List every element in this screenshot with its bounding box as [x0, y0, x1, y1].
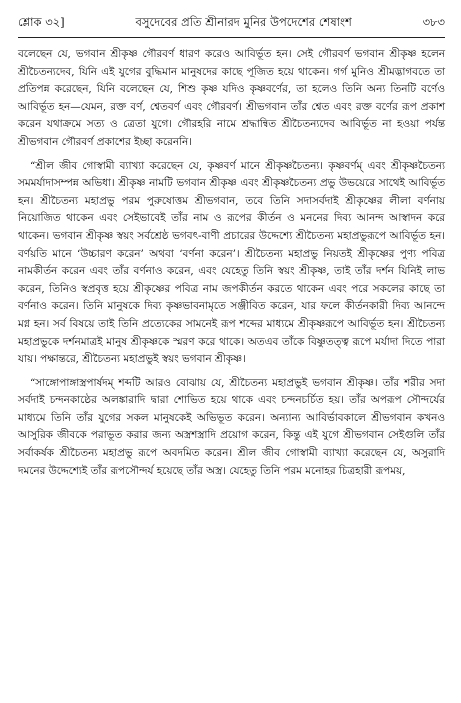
- chapter-title: বসুদেবের প্রতি শ্রীনারদ মুনির উপদেশের শেষাংশ: [135, 15, 352, 29]
- verse-reference: শ্লোক ৩২]: [18, 15, 65, 29]
- page-number: ৩৮৩: [422, 15, 445, 29]
- paragraph-1: বলেছেন যে, ভগবান শ্রীকৃষ্ণ গৌরবর্ণ ধারণ করেও আবির্ভূত হন। সেই গৌরবর্ণ ভগবান শ্রীকৃষ্ণ হলেন শ্রীচৈতন্যদেব, যিনি এই যুগের বুদ্ধিমান মানুষদের কাছে পূজিত হয়ে থাকেন। গর্গ মুনিও শ্রীমদ্ভাগবতে তা প্রতিপন্ন করেছেন, যিনি বলেছেন যে, শিশু কৃষ্ণ যদিও কৃষ্ণবর্ণের, তা হলেও তিনি অন্য তিনটি বর্ণেও আবির্ভূত হন—যেমন, রক্ত বর্ণ, শ্বেতবর্ণ এবং গৌরবর্ণ। শ্রীভগবান তাঁর শ্বেত এবং রক্ত বর্ণের রূপ প্রকাশ করেন যথাক্রমে সত্য ও ত্রেতা যুগে। গৌরহরি নামে শ্রদ্ধান্বিত শ্রীচৈতন্যদেব আবির্ভূত না হওয়া পর্যন্ত শ্রীভগবান গৌরবর্ণ প্রকাশের ইচ্ছা করেননি।: [18, 48, 445, 148]
- paragraph-2: “শ্রীল জীব গোস্বামী ব্যাখ্যা করেছেন যে, কৃষ্ণবর্ণ মানে শ্রীকৃষ্ণচৈতন্য। কৃষ্ণবর্ণম্ এবং শ্রীকৃষ্ণচৈতন্য সমমর্যাদাসম্পন্ন অভিধা। শ্রীকৃষ্ণ নামটি ভগবান শ্রীকৃষ্ণ এবং শ্রীকৃষ্ণচৈতন্য প্রভু উভয়েরে সাথেই আবির্ভূত হন। শ্রীচৈতন্য মহাপ্রভু পরম পুরুষোত্তম শ্রীভগবান, তবে তিনি সদাসর্বদাই শ্রীকৃষ্ণের লীলা বর্ণনায় নিয়োজিত থাকেন এবং সেইভাবেই তাঁর নাম ও রূপের কীর্তন ও মননের দিব্য আনন্দ আস্বাদন করে থাকেন। ভগবান শ্রীকৃষ্ণ স্বয়ং সর্বশ্রেষ্ঠ ভগবৎ-বাণী প্রচারের উদ্দেশ্যে শ্রীচৈতন্য মহাপ্রভুরূপে আবির্ভূত হন। বর্ণয়তি মানে ‘উচ্চারণ করেন’ অথবা ‘বর্ণনা করেন’। শ্রীচৈতন্য মহাপ্রভু নিয়তই শ্রীকৃষ্ণের পুণ্য পবিত্র নামকীর্তন করেন এবং তাঁর বর্ণনাও করেন, এবং যেহেতু তিনি স্বয়ং শ্রীকৃষ্ণ, তাই তাঁর দর্শন যিনিই লাভ করেন, তিনিও স্বপ্রবৃত্ত হয়ে শ্রীকৃষ্ণের পবিত্র নাম জপকীর্তন করতে থাকেন এবং পরে সকলের কাছে তা বর্ণনাও করেন। তিনি মানুষকে দিব্য কৃষ্ণভাবনামৃতে সঞ্জীবিত করেন, যার ফলে কীর্তনকারী দিব্য আনন্দে মগ্ন হন। সর্ব বিষয়ে তাই তিনি প্রত্যেকের সামনেই রূপ শব্দের মাধ্যমে শ্রীকৃষ্ণরূপে আবির্ভূত হন। শ্রীচৈতন্য মহাপ্রভুকে দর্শনমাত্রই মানুষ শ্রীকৃষ্ণকে স্মরণ করে থাকে। অতএব তাঁকে বিষ্ণুতত্ত্ব রূপে মর্যাদা দিতে পারা যায়। পক্ষান্তরে, শ্রীচৈতন্য মহাপ্রভুই স্বয়ং ভগবান শ্রীকৃষ্ণ।: [18, 159, 445, 366]
- running-header: [18, 14, 445, 38]
- book-page: [18, 14, 445, 694]
- paragraph-3: “সাঙ্গোপাঙ্গাস্ত্রপার্ষদম্ শব্দটি আরও বোঝায় যে, শ্রীচৈতন্য মহাপ্রভুই ভগবান শ্রীকৃষ্ণ। তাঁর শরীর সদা সর্বদাই চন্দনকাষ্ঠের অলঙ্কারাদি দ্বারা শোভিত হয়ে থাকে এবং চন্দনচর্চিত হয়। তাঁর অপরূপ সৌন্দর্যের মাধ্যমে তিনি তাঁর যুগের সকল মানুষকেই অভিভূত করেন। অন্যান্য আবির্ভাবকালে শ্রীভগবান কখনও আসুরিক জীবকে পরাভূত করার জন্য অস্ত্রশস্ত্রাদি প্রয়োগ করেন, কিন্তু এই যুগে শ্রীভগবান সেইগুলি তাঁর সর্বাকর্ষক শ্রীচৈতন্য মহাপ্রভু রূপে অবদমিত করেন। শ্রীল জীব গোস্বামী ব্যাখ্যা করেছেন যে, অসুরাদি দমনের উদ্দেশ্যেই তাঁর রূপসৌন্দর্য হয়েছে তাঁর অস্ত্র। যেহেতু তিনি পরম মনোহর চিত্রহারী রূপময়,: [18, 376, 445, 477]
- page-body: [18, 46, 445, 480]
